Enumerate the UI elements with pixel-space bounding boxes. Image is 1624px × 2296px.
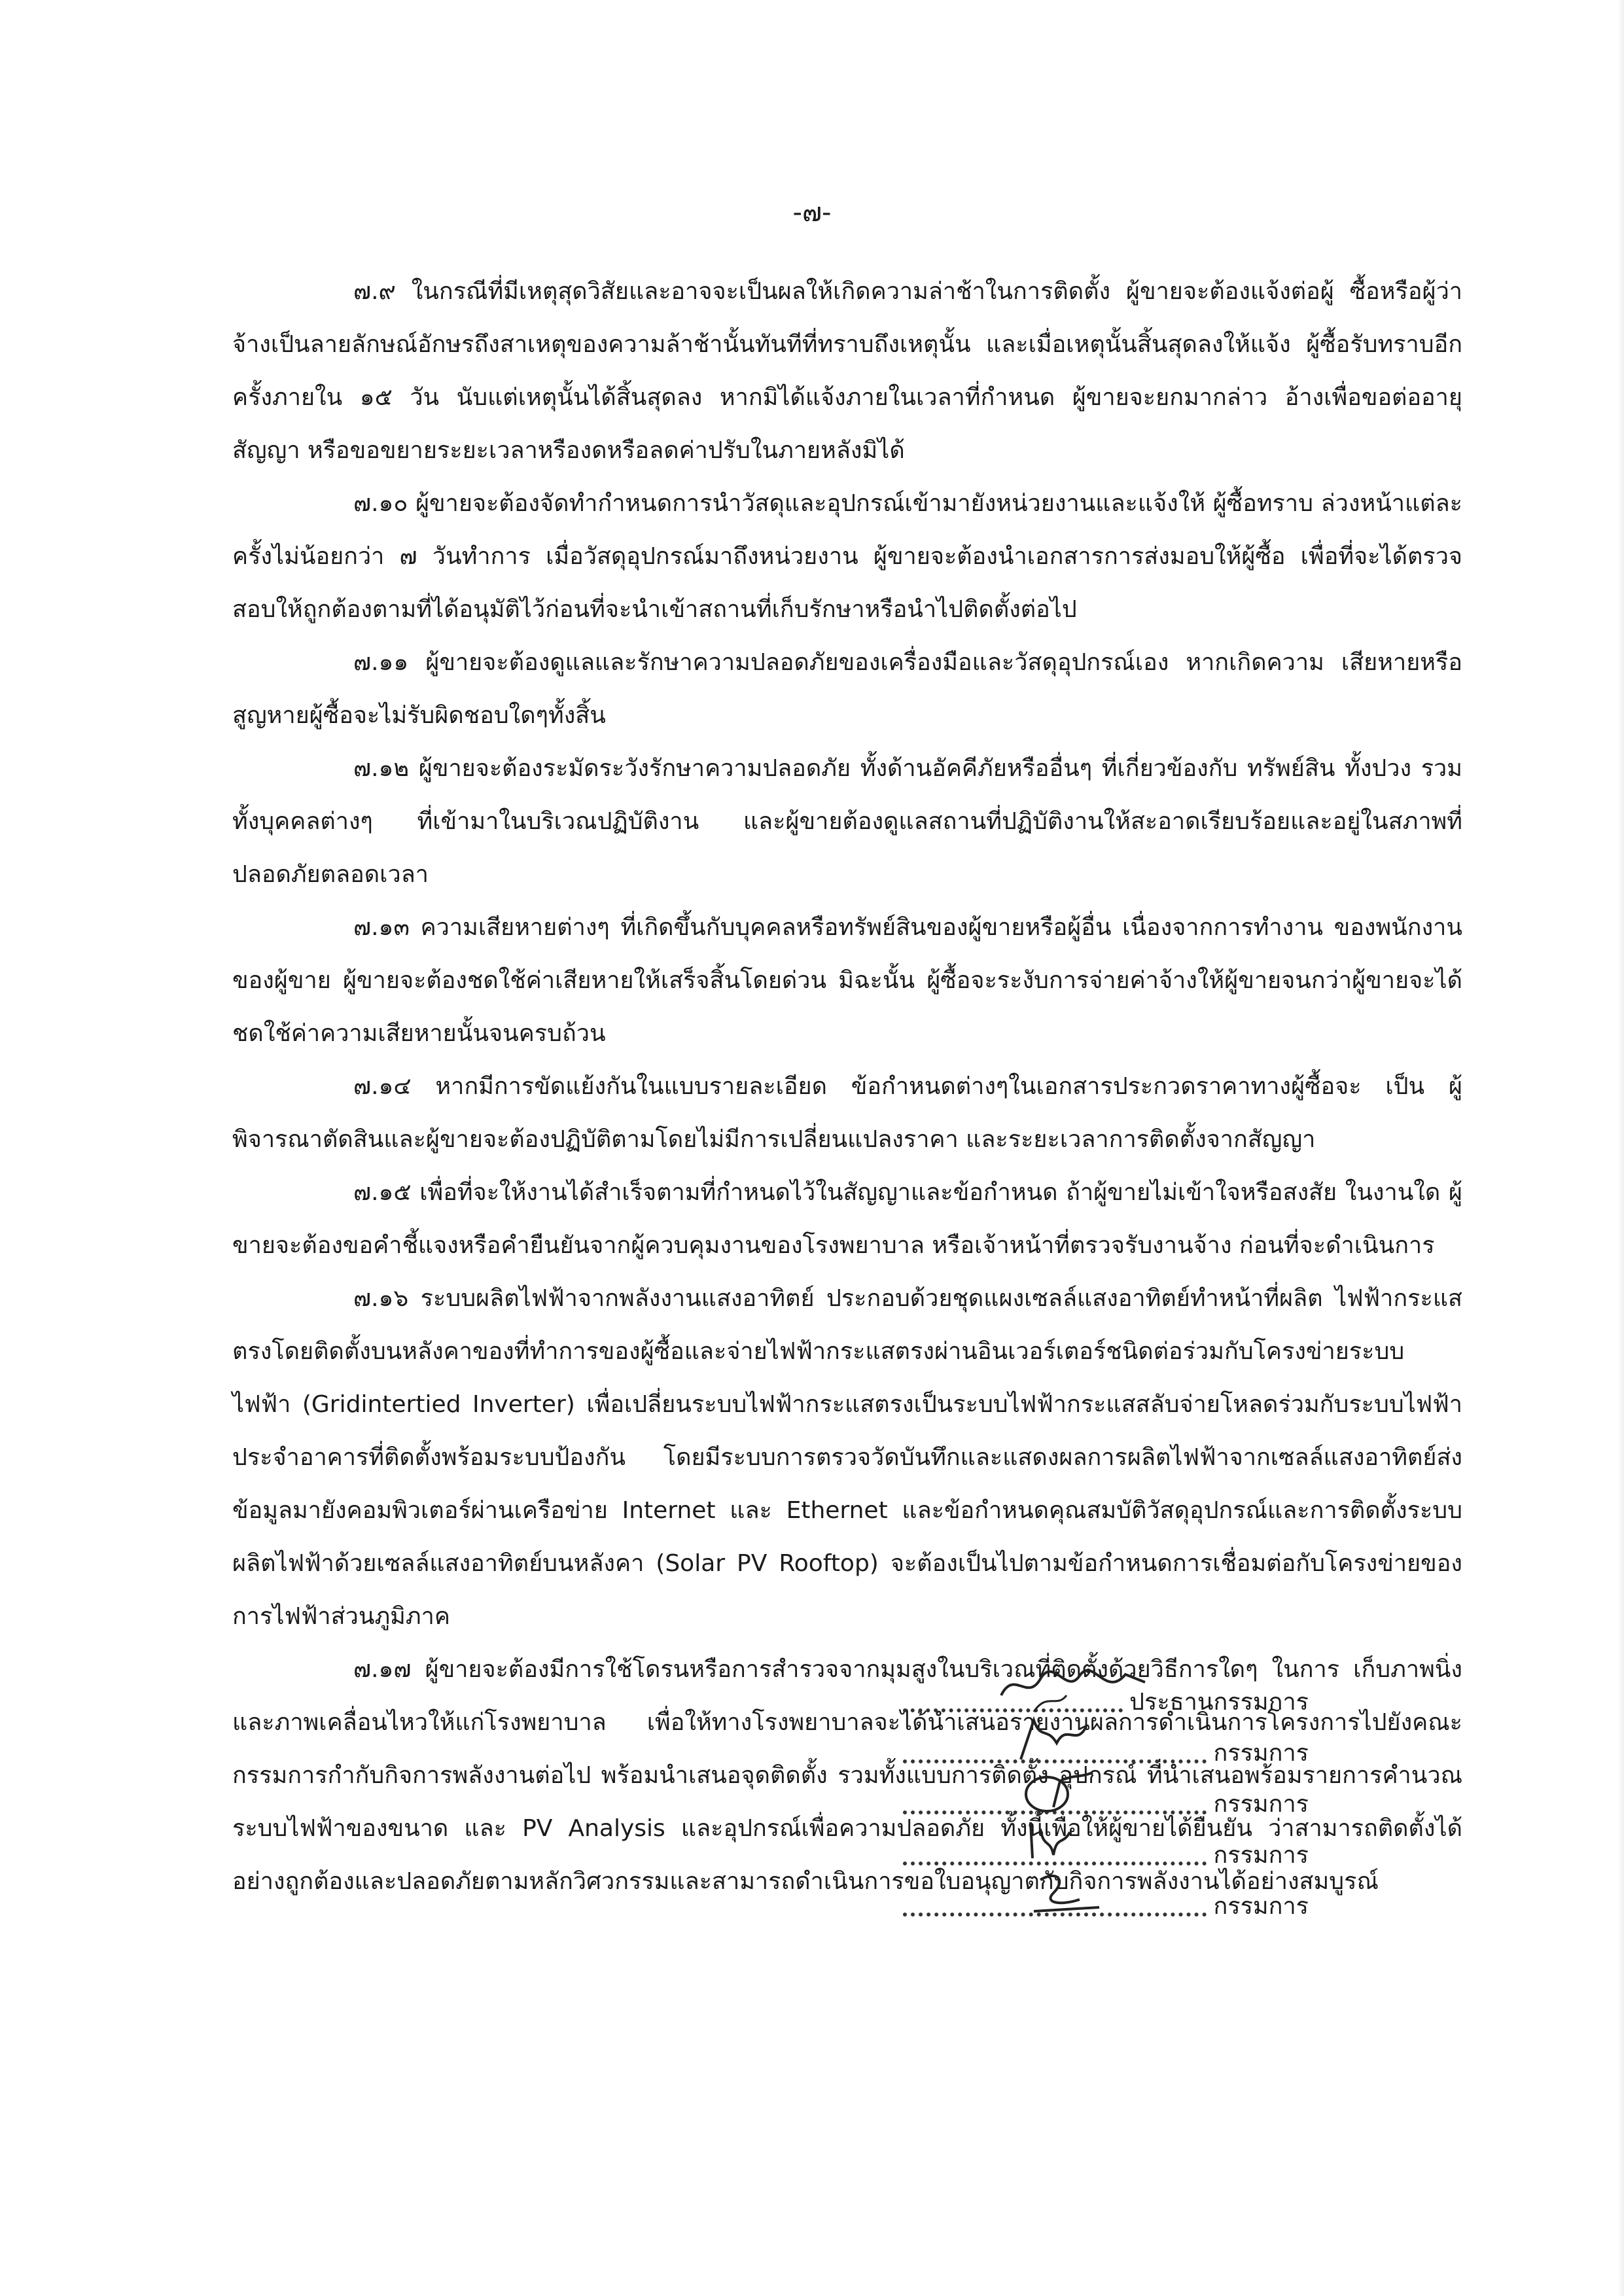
clause-text: ในงานใด ผู้ขายจะต้องขอคำชี้แจงหรือคำยืนยันจากผู้ควบคุมงานของโรงพยาบาล หรือเจ้าหน้าที่ตรวจรับงานจ้าง ก่อนที่จะดำเนินการ xyxy=(232,1179,1462,1259)
clause-7-13 xyxy=(232,901,1462,1060)
clause-text: ของพนักงานของผู้ขาย ผู้ขายจะต้องชดใช้ค่าเสียหายให้เสร็จสิ้นโดยด่วน มิฉะนั้น ผู้ซื้อจะระงับการจ่ายค่าจ้างให้ผู้ขายจนกว่าผู้ขายจะได้ชดใช้ค่าความเสียหายนั้นจนครบถ้วน xyxy=(232,914,1462,1047)
clause-text: ล่วงหน้าแต่ละครั้งไม่น้อยกว่า ๗ วันทำการ เมื่อวัสดุอุปกรณ์มาถึงหน่วยงาน ผู้ขายจะต้องนำเอกสารการส่งมอบให้ผู้ซื้อ เพื่อที่จะได้ตรวจสอบให้ถูกต้องตามที่ได้อนุมัติไว้ก่อนที่จะนำเข้าสถานที่เก็บรักษาหรือนำไปติดตั้งต่อไป xyxy=(232,490,1462,623)
clause-7-16 xyxy=(232,1272,1462,1643)
clause-7-11 xyxy=(232,636,1462,742)
clause-text: เสียหายหรือสูญหายผู้ซื้อจะไม่รับผิดชอบใดๆทั้งสิ้น xyxy=(232,649,1462,729)
handwritten-signature-icon xyxy=(995,1809,1152,1868)
signature-line-member-4 xyxy=(903,1876,1309,1927)
clause-lead: ๗.๑๗ ผู้ขายจะต้องมีการใช้โดรนหรือการสำรวจจากมุมสูงในบริเวณที่ติดตั้งด้วยวิธีการใดๆ ในการ xyxy=(353,1656,1340,1683)
clause-lead: ๗.๑๕ เพื่อที่จะให้งานได้สำเร็จตามที่กำหนดไว้ในสัญญาและข้อกำหนด ถ้าผู้ขายไม่เข้าใจหรือสงสัย xyxy=(353,1179,1337,1206)
clause-7-9 xyxy=(232,265,1462,477)
signature-block xyxy=(903,1672,1309,1927)
clause-7-15 xyxy=(232,1166,1462,1272)
clause-lead: ๗.๑๖ ระบบผลิตไฟฟ้าจากพลังงานแสงอาทิตย์ ประกอบด้วยชุดแผงเซลล์แสงอาทิตย์ทำหน้าที่ผลิต xyxy=(353,1285,1323,1312)
clause-lead: ๗.๙ ในกรณีที่มีเหตุสุดวิสัยและอาจจะเป็นผลให้เกิดความล่าช้าในการติดตั้ง ผู้ขายจะต้องแจ้งต่อผู้ xyxy=(353,278,1334,305)
clause-lead: ๗.๑๔ หากมีการขัดแย้งกันในแบบรายละเอียด ข้อกำหนดต่างๆในเอกสารประกวดราคาทางผู้ซื้อจะ xyxy=(353,1073,1362,1100)
clause-7-14 xyxy=(232,1060,1462,1166)
clause-text: เป็น ผู้พิจารณาตัดสินและผู้ขายจะต้องปฏิบัติตามโดยไม่มีการเปลี่ยนแปลงราคา และระยะเวลาการติดตั้งจากสัญญา xyxy=(232,1073,1462,1153)
signature-title: ประธานกรรมการ xyxy=(1129,1689,1309,1716)
clause-lead: ๗.๑๒ ผู้ขายจะต้องระมัดระวังรักษาความปลอดภัย ทั้งด้านอัคคีภัยหรืออื่นๆ ที่เกี่ยวข้องกับ xyxy=(353,755,1238,782)
handwritten-signature-icon xyxy=(995,1860,1152,1919)
clause-text: เก็บภาพนิ่งและภาพเคลื่อนไหวให้แก่โรงพยาบาล เพื่อให้ทางโรงพยาบาลจะได้นำเสนอรายงานผลการดำเนินการโครงการไปยังคณะกรรมการกำกับกิจการพลังงานต่อไป พร้อมนำเสนอจุดติดตั้ง รวมทั้งแบบการติดตั้ง อุปกรณ์ ที่นำเสนอพร้อมรายการคำนวณระบบไฟฟ้าของขนาด และ PV Analysis และอุปกรณ์เพื่อความปลอดภัย ทั้งนี้เพื่อให้ผู้ขายได้ยืนยัน ว่าสามารถติดตั้งได้อย่างถูกต้องและปลอดภัยตามหลักวิศวกรรมและสามารถดำเนินการขอใบอนุญาตกับกิจการพลังงานได้อย่างสมบูรณ์ xyxy=(232,1656,1462,1895)
handwritten-signature-icon xyxy=(995,1758,1152,1817)
clause-text: ไฟฟ้ากระแสตรงโดยติดตั้งบนหลังคาของที่ทำการของผู้ซื้อและจ่ายไฟฟ้ากระแสตรงผ่านอินเวอร์เตอร์ชนิดต่อร่วมกับโครงข่ายระบบไฟฟ้า (Gridintertied Inverter) เพื่อเปลี่ยนระบบไฟฟ้ากระแสตรงเป็นระบบไฟฟ้ากระแสสลับจ่ายโหลดร่วมกับระบบไฟฟ้าประจำอาคารที่ติดตั้งพร้อมระบบป้องกัน โดยมีระบบการตรวจวัดบันทึกและแสดงผลการผลิตไฟฟ้าจากเซลล์แสงอาทิตย์ส่งข้อมูลมายังคอมพิวเตอร์ผ่านเครือข่าย Internet และ Ethernet และข้อกำหนดคุณสมบัติวัสดุอุปกรณ์และการติดตั้งระบบผลิตไฟฟ้าด้วยเซลล์แสงอาทิตย์บนหลังคา (Solar PV Rooftop) จะต้องเป็นไปตามข้อกำหนดการเชื่อมต่อกับโครงข่ายของการไฟฟ้าส่วนภูมิภาค xyxy=(232,1285,1463,1630)
signature-title: กรรมการ xyxy=(1213,1791,1309,1818)
clause-text: ซื้อหรือผู้ว่าจ้างเป็นลายลักษณ์อักษรถึงสาเหตุของความล้าช้านั้นทันทีที่ทราบถึงเหตุนั้น และเมื่อเหตุนั้นสิ้นสุดลงให้แจ้ง ผู้ซื้อรับทราบอีกครั้งภายใน ๑๕ วัน นับแต่เหตุนั้นได้สิ้นสุดลง หากมิได้แจ้งภายในเวลาที่กำหนด ผู้ขายจะยกมากล่าว อ้างเพื่อขอต่ออายุสัญญา หรือขอขยายระยะเวลาหรืองดหรือลดค่าปรับในภายหลังมิได้ xyxy=(232,278,1462,464)
handwritten-signature-icon xyxy=(995,1656,1152,1715)
clause-lead: ๗.๑๓ ความเสียหายต่างๆ ที่เกิดขึ้นกับบุคคลหรือทรัพย์สินของผู้ขายหรือผู้อื่น เนื่องจากการทำงาน xyxy=(353,914,1324,941)
clause-lead: ๗.๑๐ ผู้ขายจะต้องจัดทำกำหนดการนำวัสดุและอุปกรณ์เข้ามายังหน่วยงานและแจ้งให้ ผู้ซื้อทราบ xyxy=(353,490,1313,517)
clause-7-12 xyxy=(232,742,1462,901)
scan-edge xyxy=(1617,0,1624,2296)
signature-title: กรรมการ xyxy=(1213,1842,1309,1869)
handwritten-signature-icon xyxy=(995,1707,1152,1766)
page-number: -๗- xyxy=(792,198,832,228)
signature-title: กรรมการ xyxy=(1213,1740,1309,1767)
signature-title: กรรมการ xyxy=(1213,1893,1309,1920)
clause-text: ทรัพย์สิน ทั้งปวง รวมทั้งบุคคลต่างๆ ที่เข้ามาในบริเวณปฏิบัติงาน และผู้ขายต้องดูแลสถานที่ปฏิบัติงานให้สะอาดเรียบร้อยและอยู่ในสภาพที่ปลอดภัยตลอดเวลา xyxy=(232,755,1462,888)
document-body xyxy=(232,265,1462,1908)
clause-lead: ๗.๑๑ ผู้ขายจะต้องดูแลและรักษาความปลอดภัยของเครื่องมือและวัสดุอุปกรณ์เอง หากเกิดความ xyxy=(353,649,1324,676)
clause-7-10 xyxy=(232,477,1462,636)
